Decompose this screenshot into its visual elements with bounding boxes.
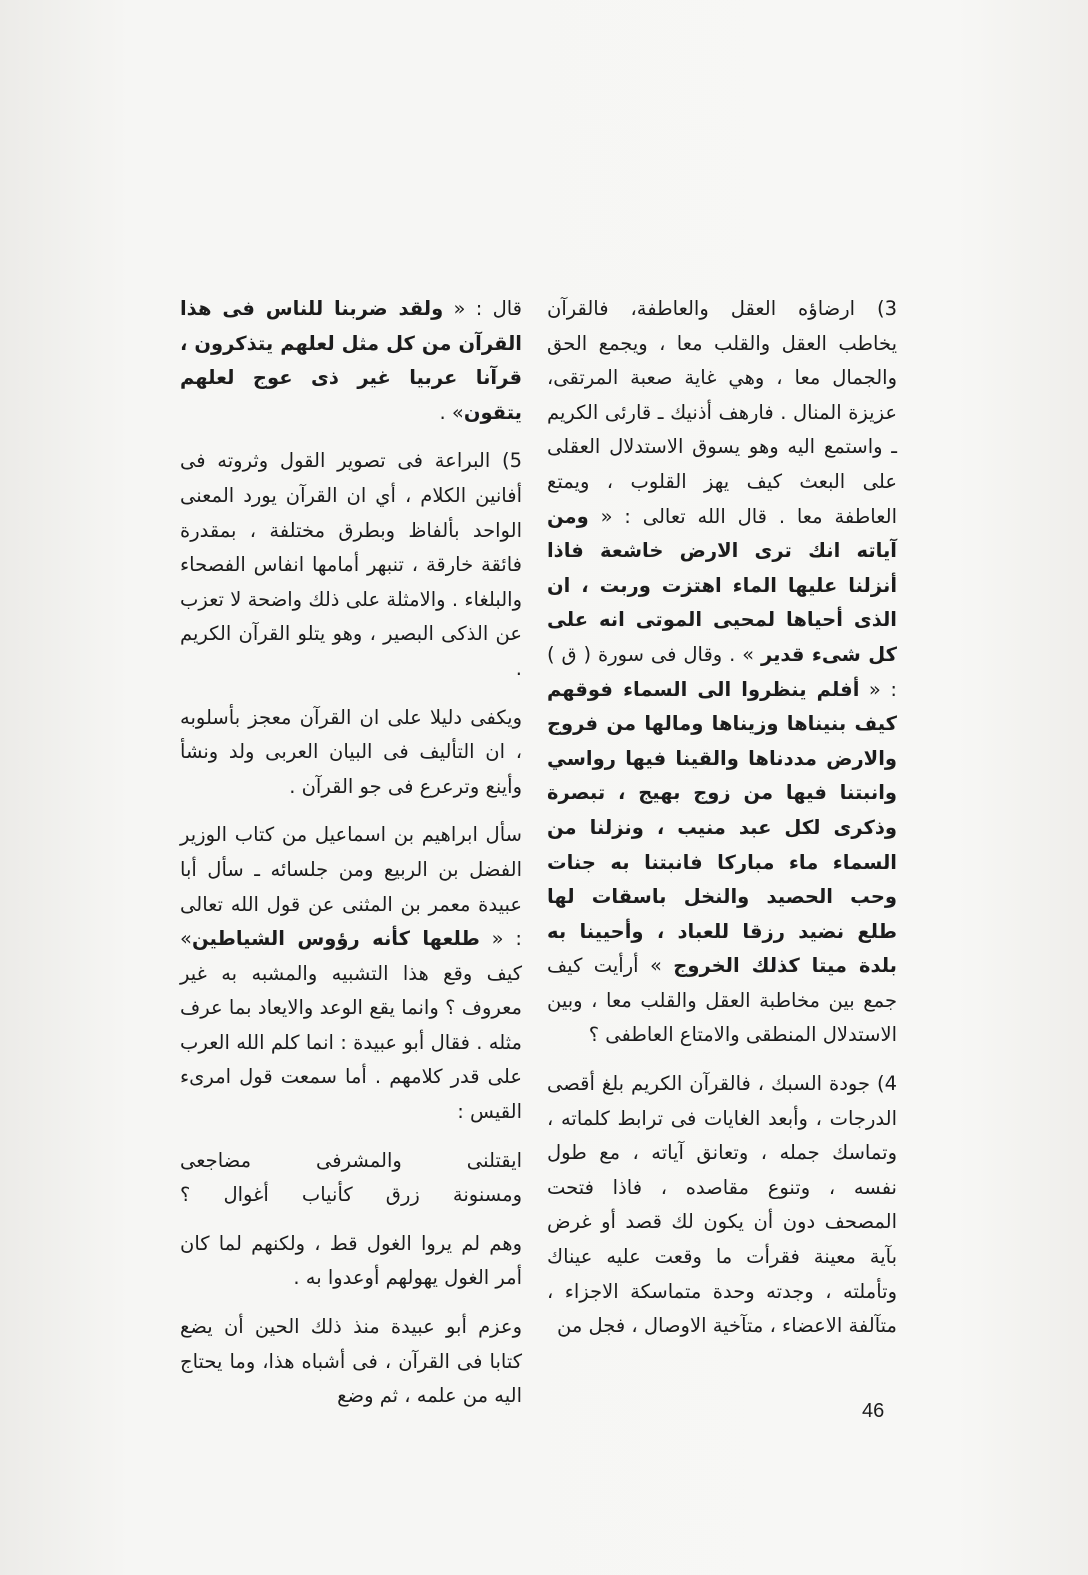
verse-line: ومسنونة زرق كأنياب أغوال ؟: [180, 1183, 522, 1207]
right-text-column: [547, 292, 897, 1358]
page-number: 46: [862, 1400, 885, 1422]
text-run: ويكفى دليلا على ان القرآن معجز بأسلوبه ، ان التأليف فى البيان العربى ولد ونشأ وأينع وترعرع فى جو القرآن .: [180, 705, 522, 798]
text-run: 4) جودة السبك ، فالقرآن الكريم بلغ أقصى الدرجات ، وأبعد الغايات فى ترابط كلماته ، وتماسك جمله ، وتعانق آياته ، مع طول نفسه ، وتنوع مقاصده ، فاذا فتحت المصحف دون أن يكون لك قصد أو غرض بآية معينة فقرأت ما وقعت عليه عيناك وتأملته ، وجدته وحدة متماسكة الاجزاء ، متآلفة الاعضاء ، متآخية الاوصال ، فجل من: [547, 1072, 897, 1338]
text-run: » كيف وقع هذا التشبيه والمشبه به غير معروف ؟ وانما يقع الوعد والايعاد بما عرف مثله . فقال أبو عبيدة : انما كلم الله العرب على قدر كلامهم . أما سمعت قول امرىء القيس :: [180, 927, 522, 1124]
quran-quote: ولقد ضربنا للناس فى هذا القرآن من كل مثل لعلهم يتذكرون ، قرآنا عربيا غير ذى عوج لعلهم يتقون: [180, 297, 522, 424]
text-run: » . وقال فى سورة ( ق ) : «: [547, 642, 897, 701]
quran-quote: ومن آياته انك ترى الارض خاشعة فاذا أنزلنا عليها الماء اهتزت وربت ، ان الذى أحياها لمحيى الموتى انه على كل شىء قدير: [547, 504, 898, 666]
paragraph: [180, 1310, 522, 1414]
left-text-column: [180, 292, 522, 1428]
text-run: 3) ارضاؤه العقل والعاطفة، فالقرآن يخاطب العقل والقلب معا ، ويجمع الحق والجمال معا ، وهي غاية صعبة المرتقى، عزيزة المنال . فارهف أذنيك ـ قارئى الكريم ـ واستمع اليه وهو يسوق الاستدلال العقلى على البعث كيف يهز القلوب ، ويمتع العاطفة معا . قال الله تعالى : «: [547, 297, 897, 528]
paragraph: [547, 292, 897, 1053]
paragraph: [180, 292, 522, 430]
verse-line: ايقتلنى والمشرفى مضاجعى: [180, 1148, 522, 1172]
text-run: سأل ابراهيم بن اسماعيل من كتاب الوزير الفضل بن الربيع ومن جلسائه ـ سأل أبا عبيدة معمر بن المثنى عن قول الله تعالى : «: [180, 823, 522, 951]
paragraph: [180, 1227, 522, 1296]
paragraph: [180, 701, 522, 805]
text-run: وعزم أبو عبيدة منذ ذلك الحين أن يضع كتابا فى القرآن ، فى أشباه هذا، وما يحتاج اليه من علمه ، ثم وضع: [180, 1315, 522, 1408]
paragraph: [547, 1067, 897, 1344]
paragraph: [180, 444, 522, 686]
paragraph: [180, 818, 522, 1129]
text-run: 5) البراعة فى تصوير القول وثروته فى أفانين الكلام ، أي ان القرآن يورد المعنى الواحد بألفاظ وبطرق مختلفة ، بمقدرة فائقة خارقة ، تنبهر أمامها انفاس الفصحاء والبلغاء . والامثلة على ذلك واضحة لا تعزب عن الذكى البصير ، وهو يتلو القرآن الكريم .: [180, 449, 522, 680]
text-run: وهم لم يروا الغول قط ، ولكنهم لما كان أمر الغول يهولهم أوعدوا به .: [180, 1231, 522, 1290]
quran-quote: أفلم ينظروا الى السماء فوقهم كيف بنيناها وزيناها ومالها من فروج والارض مددناها والقينا فيها رواسي وانبتنا فيها من زوج بهيج ، تبصرة وذكرى لكل عبد منيب ، ونزلنا من السماء ماء مباركا فانبتنا به جنات وحب الحصيد والنخل باسقات لها طلع نضيد رزقا للعباد ، وأحيينا به بلدة ميتا كذلك الخروج: [547, 677, 897, 978]
text-run: قال : «: [443, 297, 522, 320]
text-run: » أرأيت كيف جمع بين مخاطبة العقل والقلب معا ، وبين الاستدلال المنطقى والامتاع العاطفى ؟: [547, 954, 897, 1047]
quran-quote: طلعها كأنه رؤوس الشياطين: [191, 927, 480, 951]
text-run: » .: [439, 400, 464, 424]
poetry-verse: [180, 1144, 522, 1213]
